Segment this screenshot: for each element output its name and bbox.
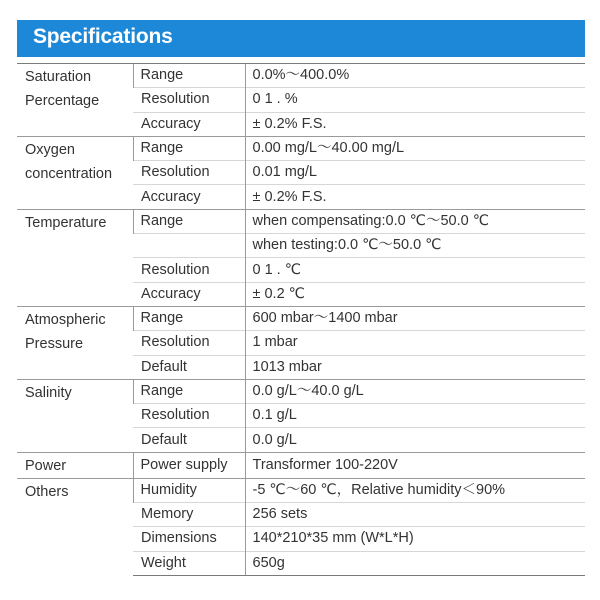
- spec-category: [17, 379, 133, 452]
- spec-parameter: Humidity: [133, 478, 245, 502]
- spec-value: 140*210*35 mm (W*L*H): [245, 527, 585, 551]
- spec-parameter: Dimensions: [133, 527, 245, 551]
- spec-parameter: Memory: [133, 503, 245, 527]
- spec-value: ± 0.2% F.S.: [245, 185, 585, 209]
- spec-parameter: Range: [133, 379, 245, 403]
- spec-category-line: Oxygen: [25, 141, 75, 158]
- spec-parameter: Range: [133, 136, 245, 160]
- spec-value: ± 0.2 ℃: [245, 282, 585, 306]
- spec-parameter: Range: [133, 209, 245, 233]
- spec-category-line: concentration: [25, 165, 113, 182]
- spec-value: 0.00 mg/L～40.00 mg/L: [245, 136, 585, 160]
- table-row: [17, 306, 585, 330]
- spec-parameter: [133, 234, 245, 258]
- spec-category-line: Salinity: [25, 384, 72, 401]
- spec-category-line: Power: [25, 457, 67, 474]
- spec-value: 256 sets: [245, 503, 585, 527]
- spec-category-line: Temperature: [25, 214, 107, 231]
- spec-value: 0 1 . %: [245, 88, 585, 112]
- spec-value: Transformer 100-220V: [245, 452, 585, 478]
- spec-category-line: Pressure: [25, 335, 84, 352]
- spec-category: [17, 64, 133, 137]
- spec-value: -5 ℃～60 ℃，Relative humidity＜90%: [245, 478, 585, 502]
- spec-parameter: Weight: [133, 551, 245, 575]
- spec-value: 600 mbar～1400 mbar: [245, 306, 585, 330]
- spec-category: [17, 452, 133, 478]
- spec-parameter: Accuracy: [133, 282, 245, 306]
- table-row: [17, 379, 585, 403]
- spec-category: [17, 306, 133, 379]
- spec-category-line: Others: [25, 483, 69, 500]
- table-row: [17, 136, 585, 160]
- spec-value: 0.0%～400.0%: [245, 64, 585, 88]
- table-row: [17, 64, 585, 88]
- spec-value: 1 mbar: [245, 331, 585, 355]
- spec-value: 0 1 . ℃: [245, 258, 585, 282]
- spec-category-line: Saturation: [25, 69, 92, 85]
- spec-value: 0.0 g/L～40.0 g/L: [245, 379, 585, 403]
- spec-parameter: Accuracy: [133, 112, 245, 136]
- spec-parameter: Default: [133, 355, 245, 379]
- spec-value: when testing:0.0 ℃～50.0 ℃: [245, 234, 585, 258]
- spec-parameter: Default: [133, 428, 245, 452]
- specifications-table: [17, 63, 585, 576]
- spec-category-line: Percentage: [25, 93, 100, 109]
- spec-value: 0.01 mg/L: [245, 161, 585, 185]
- spec-value: ± 0.2% F.S.: [245, 112, 585, 136]
- spec-value: when compensating:0.0 ℃～50.0 ℃: [245, 209, 585, 233]
- spec-category: [17, 478, 133, 575]
- table-row: [17, 478, 585, 502]
- table-row: [17, 452, 585, 478]
- page-title: Specifications: [33, 25, 173, 48]
- spec-category: [17, 209, 133, 306]
- spec-parameter: Accuracy: [133, 185, 245, 209]
- spec-value: 1013 mbar: [245, 355, 585, 379]
- spec-value: 0.1 g/L: [245, 404, 585, 428]
- spec-value: 650g: [245, 551, 585, 575]
- spec-category: [17, 136, 133, 209]
- spec-category-line: Atmospheric: [25, 311, 106, 328]
- spec-parameter: Range: [133, 64, 245, 88]
- spec-parameter: Resolution: [133, 161, 245, 185]
- spec-parameter: Resolution: [133, 88, 245, 112]
- spec-parameter: Resolution: [133, 404, 245, 428]
- spec-value: 0.0 g/L: [245, 428, 585, 452]
- spec-parameter: Power supply: [133, 452, 245, 478]
- specifications-header: [17, 20, 585, 57]
- spec-parameter: Resolution: [133, 331, 245, 355]
- spec-parameter: Resolution: [133, 258, 245, 282]
- spec-parameter: Range: [133, 306, 245, 330]
- table-row: [17, 209, 585, 233]
